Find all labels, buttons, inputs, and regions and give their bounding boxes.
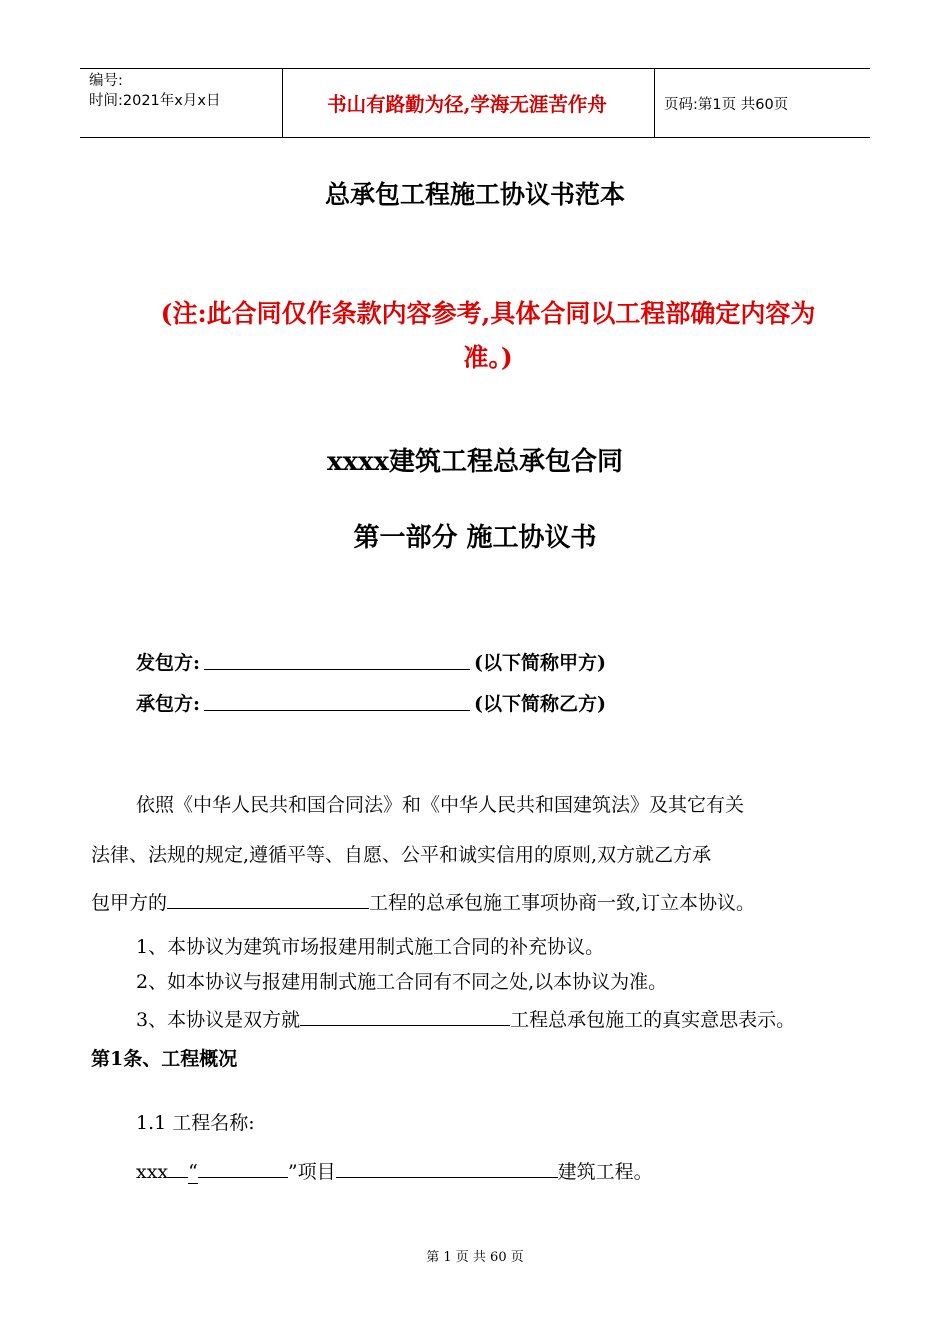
employer-label: 发包方: [136, 652, 201, 674]
intro-line-3-end: 工程的总承包施工事项协商一致,订立本协议。 [369, 892, 756, 914]
item-3-start: 3、本协议是双方就 [136, 1009, 301, 1031]
section-1-title: 第1条、工程概况 [91, 1048, 238, 1070]
project-quote-close: ”项目 [287, 1161, 336, 1183]
intro-line-1: 依照《中华人民共和国合同法》和《中华人民共和国建筑法》及其它有关 [136, 794, 745, 816]
contractor-label: 承包方: [136, 693, 201, 715]
part-title: 第一部分 施工协议书 [353, 523, 597, 553]
page-footer: 第 1 页 共 60 页 [426, 1250, 524, 1265]
item-1: 1、本协议为建筑市场报建用制式施工合同的补充协议。 [136, 936, 605, 958]
document-note [118, 292, 858, 380]
project-name-blank [167, 890, 369, 909]
clause-1-1: 1.1 工程名称: [136, 1112, 255, 1134]
contractor-row [136, 689, 606, 716]
note-line-1: (注:此合同仅作条款内容参考,具体合同以工程部确定内容为 [160, 299, 816, 328]
item-3-end: 工程总承包施工的真实意思表示。 [510, 1009, 796, 1031]
employer-suffix: (以下简称甲方) [474, 652, 606, 674]
item-2: 2、如本协议与报建用制式施工合同有不同之处,以本协议为准。 [136, 971, 668, 993]
employer-row [136, 648, 606, 675]
project-name-line [136, 1157, 653, 1184]
project-quote-open: “ [188, 1161, 198, 1183]
note-line-2: 准。) [463, 343, 513, 372]
project-blank-3 [336, 1159, 558, 1178]
header-page-info: 页码:第1页 共60页 [664, 96, 789, 113]
intro-line-3 [91, 888, 755, 915]
contractor-blank [204, 694, 470, 711]
contract-title: xxxx建筑工程总承包合同 [326, 447, 623, 477]
header-number-label: 编号: [89, 73, 123, 89]
employer-blank [204, 653, 470, 670]
document-title: 总承包工程施工协议书范本 [324, 180, 625, 209]
intro-line-2: 法律、法规的规定,遵循平等、自愿、公平和诚实信用的原则,双方就乙方承 [91, 844, 712, 866]
header-time-label: 时间:2021年x月x日 [89, 93, 221, 109]
project-prefix: xxx [136, 1161, 169, 1183]
header-divider [654, 69, 655, 137]
intro-line-3-start: 包甲方的 [91, 892, 168, 914]
contractor-suffix: (以下简称乙方) [474, 693, 606, 715]
header-meta [89, 71, 279, 111]
project-suffix: 建筑工程。 [557, 1161, 653, 1183]
item-3-blank [300, 1007, 510, 1026]
project-blank-2 [198, 1159, 288, 1178]
header-table [80, 68, 870, 138]
item-3 [136, 1005, 795, 1032]
header-motto: 书山有路勤为径,学海无涯苦作舟 [327, 93, 607, 116]
project-blank-1 [168, 1159, 188, 1178]
